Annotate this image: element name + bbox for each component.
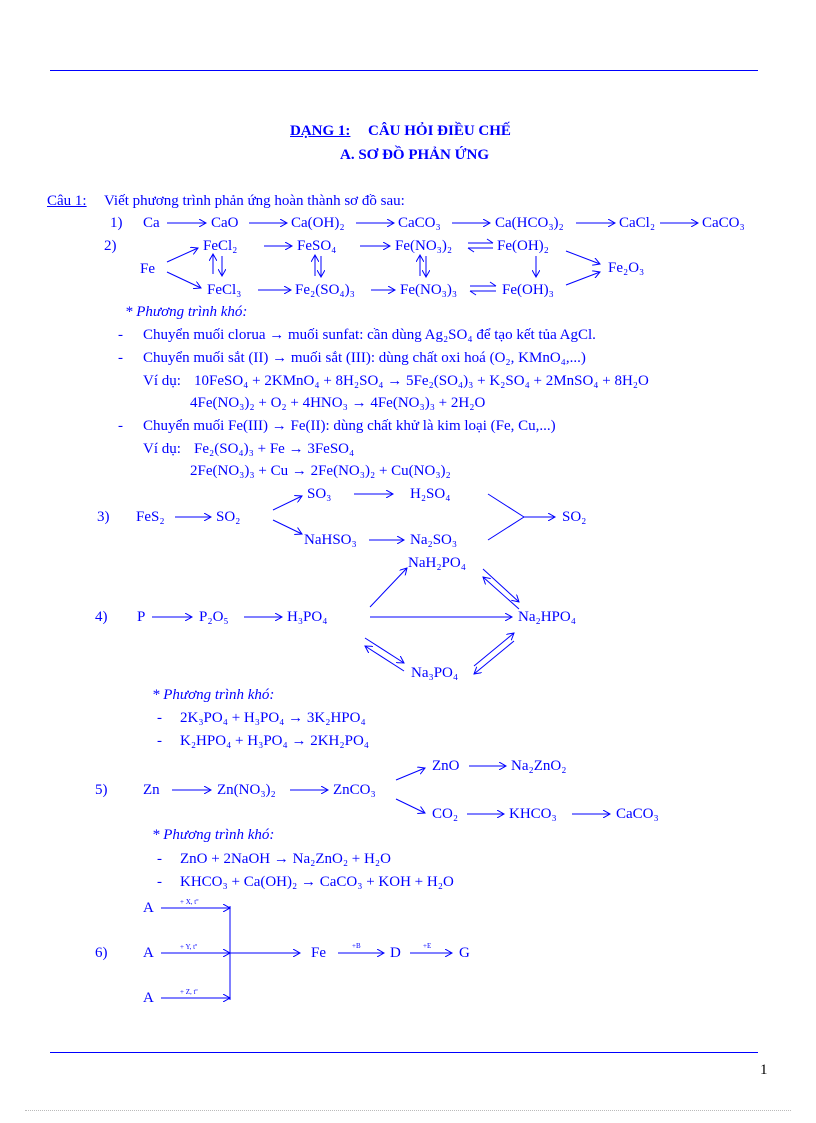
s5-khco3: KHCO₃ bbox=[509, 806, 557, 822]
s6-y-label: + Y, tº bbox=[180, 943, 198, 951]
s4-nah2po4: NaH₂PO₄ bbox=[408, 555, 466, 571]
s1-number: 1) bbox=[110, 215, 123, 231]
s5-znco3: ZnCO₃ bbox=[333, 782, 376, 798]
notes-heading: * Phương trình khó: bbox=[152, 687, 275, 703]
note-line: Chuyển muối sắt (II) → muối sắt (III): dùng chất oxi hoá (O₂, KMnO₄,...) bbox=[143, 350, 586, 366]
s3-fes2: FeS₂ bbox=[136, 509, 165, 525]
s1-item: Ca(OH)₂ bbox=[291, 215, 345, 231]
arrow bbox=[566, 272, 600, 285]
s2-bottom: Fe₂(SO₄)₃ bbox=[295, 282, 355, 298]
arrow bbox=[167, 272, 201, 288]
s6-fe: Fe bbox=[311, 945, 326, 961]
s6-d: D bbox=[390, 945, 401, 961]
s5-co2: CO₂ bbox=[432, 806, 459, 822]
page-title: CÂU HỎI ĐIỀU CHẾ bbox=[368, 123, 511, 139]
arrow bbox=[566, 251, 600, 264]
arrow bbox=[474, 641, 514, 674]
s6-z-label: + Z, tº bbox=[180, 988, 198, 996]
s2-top: FeCl₂ bbox=[203, 238, 238, 254]
s3-nahso3: NaHSO₃ bbox=[304, 532, 357, 548]
equation: 10FeSO₄ + 2KMnO₄ + 8H₂SO₄ → 5Fe₂(SO₄)₃ + K₂SO₄ + 2MnSO₄ + 8H₂O bbox=[194, 373, 649, 389]
s4-number: 4) bbox=[95, 609, 108, 625]
bullet-dash: - bbox=[157, 874, 162, 890]
s4-na2hpo4: Na₂HPO₄ bbox=[518, 609, 576, 625]
question-text: Viết phương trình phản ứng hoàn thành sơ đồ sau: bbox=[104, 193, 405, 209]
example-label: Ví dụ: bbox=[143, 373, 181, 389]
note-line: Chuyển muối clorua → muối sunfat: cần dùng Ag₂SO₄ để tạo kết tủa AgCl. bbox=[143, 327, 596, 343]
s5-caco3: CaCO₃ bbox=[616, 806, 659, 822]
bullet-dash: - bbox=[118, 418, 123, 434]
equation: 2Fe(NO₃)₃ + Cu → 2Fe(NO₃)₂ + Cu(NO₃)₂ bbox=[190, 463, 451, 479]
s1-item: CaCl₂ bbox=[619, 215, 656, 231]
equation: ZnO + 2NaOH → Na₂ZnO₂ + H₂O bbox=[180, 851, 391, 867]
arrow bbox=[365, 646, 404, 671]
equilibrium-arrow bbox=[470, 291, 476, 295]
s2-top: FeSO₄ bbox=[297, 238, 337, 254]
s1-item: CaCO₃ bbox=[398, 215, 441, 231]
s5-na2zno2: Na₂ZnO₂ bbox=[511, 758, 567, 774]
s2-bottom: Fe(NO₃)₃ bbox=[400, 282, 458, 298]
section-type: DẠNG 1: bbox=[290, 123, 351, 139]
s4-h3po4: H₃PO₄ bbox=[287, 609, 328, 625]
arrow bbox=[396, 799, 425, 813]
bullet-dash: - bbox=[157, 710, 162, 726]
s6-a: A bbox=[143, 990, 154, 1006]
s4-na3po4: Na₃PO₄ bbox=[411, 665, 459, 681]
s1-item: CaCO₃ bbox=[702, 215, 745, 231]
arrow bbox=[483, 569, 519, 602]
s2-top: Fe(NO₃)₂ bbox=[395, 238, 453, 254]
equilibrium-arrow bbox=[490, 282, 496, 286]
equilibrium-arrow bbox=[487, 239, 493, 243]
s5-znno3: Zn(NO₃)₂ bbox=[217, 782, 276, 798]
s5-number: 5) bbox=[95, 782, 108, 798]
s6-g: G bbox=[459, 945, 470, 961]
equilibrium-arrow bbox=[468, 248, 474, 252]
notes-heading: * Phương trình khó: bbox=[125, 304, 248, 320]
s2-end: Fe₂O₃ bbox=[608, 260, 645, 276]
arrow bbox=[483, 577, 519, 609]
s2-fe: Fe bbox=[140, 261, 155, 277]
bullet-dash: - bbox=[118, 350, 123, 366]
arrow bbox=[273, 496, 302, 510]
arrow bbox=[167, 248, 198, 262]
s2-top: Fe(OH)₂ bbox=[497, 238, 549, 254]
equation: K₂HPO₄ + H₃PO₄ → 2KH₂PO₄ bbox=[180, 733, 370, 749]
example-label: Ví dụ: bbox=[143, 441, 181, 457]
equation: 4Fe(NO₃)₂ + O₂ + 4HNO₃ → 4Fe(NO₃)₃ + 2H₂O bbox=[190, 395, 486, 411]
s1-item: Ca bbox=[143, 215, 160, 231]
arrow bbox=[396, 768, 425, 780]
s1-item: Ca(HCO₃)₂ bbox=[495, 215, 564, 231]
s3-so2: SO₂ bbox=[216, 509, 241, 525]
s4-p2o5: P₂O₅ bbox=[199, 609, 229, 625]
note-line: Chuyển muối Fe(III) → Fe(II): dùng chất khử là kim loại (Fe, Cu,...) bbox=[143, 418, 556, 434]
s5-zno: ZnO bbox=[432, 758, 460, 774]
s3-na2so3: Na₂SO₃ bbox=[410, 532, 458, 548]
page-number: 1 bbox=[760, 1062, 768, 1078]
bullet-dash: - bbox=[157, 851, 162, 867]
s1-item: CaO bbox=[211, 215, 239, 231]
converge-line bbox=[488, 494, 524, 517]
s6-x-label: + X, tº bbox=[180, 898, 199, 906]
equation: 2K₃PO₄ + H₃PO₄ → 3K₂HPO₄ bbox=[180, 710, 366, 726]
s2-bottom: Fe(OH)₃ bbox=[502, 282, 554, 298]
arrow bbox=[474, 633, 514, 666]
bullet-dash: - bbox=[118, 327, 123, 343]
s6-b-label: +B bbox=[352, 942, 361, 950]
question-label: Câu 1: bbox=[47, 193, 87, 209]
bullet-dash: - bbox=[157, 733, 162, 749]
converge-line bbox=[488, 517, 524, 540]
arrow bbox=[365, 638, 404, 663]
s6-number: 6) bbox=[95, 945, 108, 961]
s3-so3: SO₃ bbox=[307, 486, 332, 502]
section-subtitle: A. SƠ ĐỒ PHẢN ỨNG bbox=[340, 147, 490, 163]
equation: KHCO₃ + Ca(OH)₂ → CaCO₃ + KOH + H₂O bbox=[180, 874, 454, 890]
s6-e-label: +E bbox=[423, 942, 432, 950]
s6-a: A bbox=[143, 945, 154, 961]
s3-end: SO₂ bbox=[562, 509, 587, 525]
equation: Fe₂(SO₄)₃ + Fe → 3FeSO₄ bbox=[194, 441, 355, 457]
arrow bbox=[273, 520, 302, 534]
arrow bbox=[370, 568, 407, 607]
s2-bottom: FeCl₃ bbox=[207, 282, 242, 298]
s5-zn: Zn bbox=[143, 782, 160, 798]
s3-h2so4: H₂SO₄ bbox=[410, 486, 451, 502]
s3-number: 3) bbox=[97, 509, 110, 525]
s2-number: 2) bbox=[104, 238, 117, 254]
notes-heading: * Phương trình khó: bbox=[152, 827, 275, 843]
s4-p: P bbox=[137, 609, 146, 625]
s6-a: A bbox=[143, 900, 154, 916]
